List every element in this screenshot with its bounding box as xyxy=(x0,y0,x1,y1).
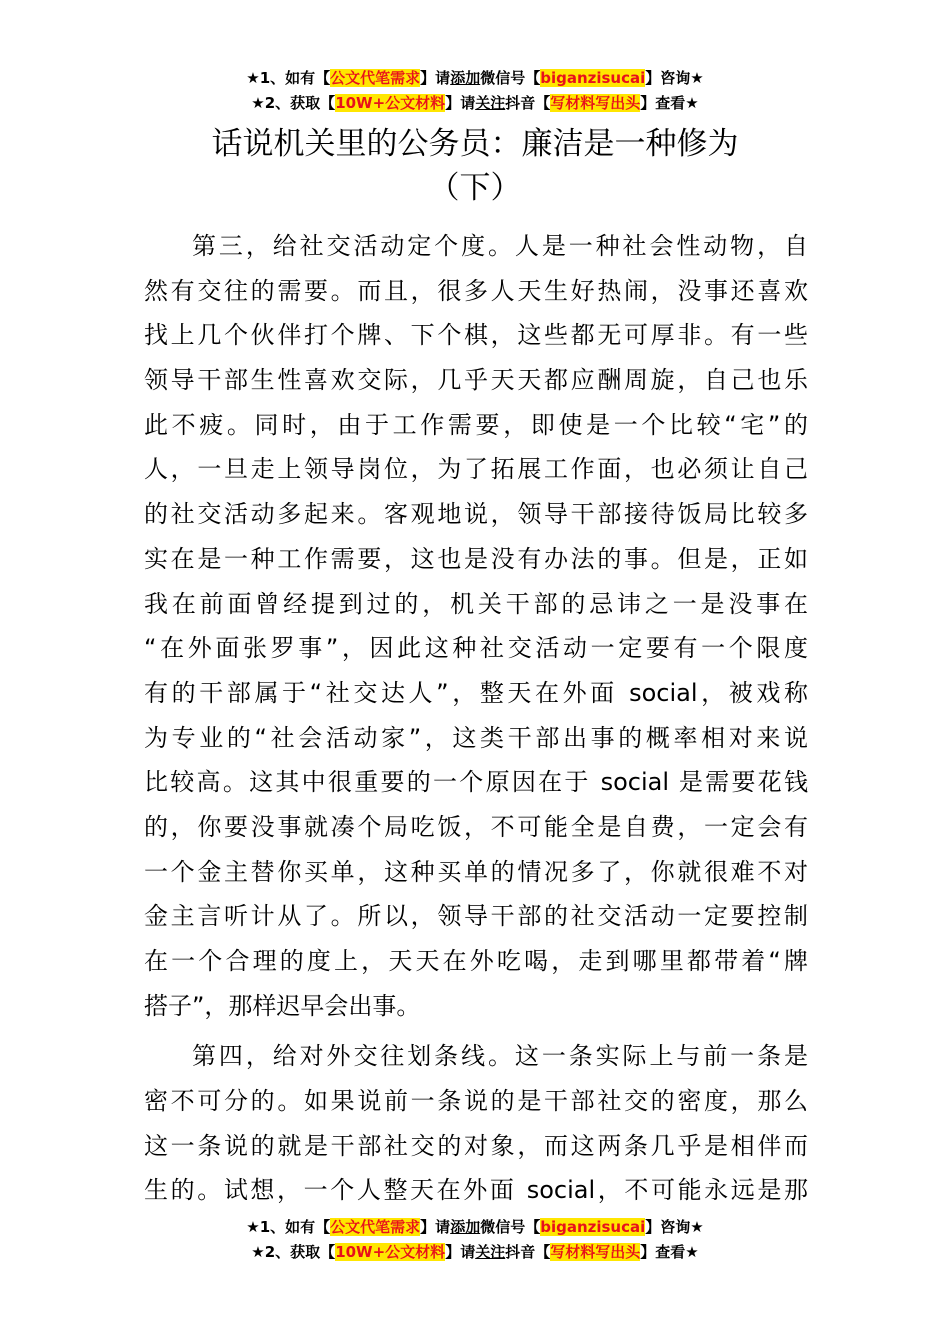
paragraph-1-line: 为专业的“社会活动家”，这类干部出事的概率相对来说 xyxy=(144,723,808,752)
promo-highlight: biganzisucai xyxy=(540,69,646,87)
promo-text: 】请 xyxy=(420,69,451,87)
document-title-suffix: （下） xyxy=(428,170,522,206)
paragraph-1-line: 有的干部属于“社交达人”，整天在外面 social，被戏称 xyxy=(144,678,808,707)
paragraph-1-line: 第三，给社交活动定个度。人是一种社会性动物，自 xyxy=(192,232,808,260)
paragraph-1-line: 然有交往的需要。而且，很多人天生好热闹，没事还喜欢 xyxy=(144,276,808,305)
promo-highlight: 写材料写出头 xyxy=(550,94,641,112)
promo-text: 抖音【 xyxy=(505,1243,551,1261)
promo-underline: 关注 xyxy=(475,1243,506,1261)
promo-text: 】查看★ xyxy=(640,94,699,112)
promo-underline: 添加 xyxy=(450,1218,481,1236)
promo-line-1 xyxy=(0,1215,950,1240)
promo-highlight: 10W+公文材料 xyxy=(335,1243,446,1261)
promo-highlight: 公文代笔需求 xyxy=(330,1218,421,1236)
paragraph-1-line: 的社交活动多起来。客观地说，领导干部接待饭局比较多 xyxy=(144,500,808,529)
promo-highlight: 10W+公文材料 xyxy=(335,94,446,112)
paragraph-1-line: 我在前面曾经提到过的，机关干部的忌讳之一是没事在 xyxy=(144,589,808,618)
paragraph-2-line: 密不可分的。如果说前一条说的是干部社交的密度，那么 xyxy=(144,1087,808,1116)
promo-underline: 关注 xyxy=(475,94,506,112)
promo-line-1 xyxy=(0,66,950,91)
promo-text: 】咨询★ xyxy=(645,1218,704,1236)
promo-highlight: 写材料写出头 xyxy=(550,1243,641,1261)
promo-text: 微信号【 xyxy=(480,1218,541,1236)
paragraph-1-line: 领导干部生性喜欢交际，几乎天天都应酬周旋，自己也乐 xyxy=(144,366,808,395)
paragraph-1-line: 此不疲。同时，由于工作需要，即使是一个比较“宅”的 xyxy=(144,410,808,439)
promo-text: 抖音【 xyxy=(505,94,551,112)
paragraph-1-line: 搭子”，那样迟早会出事。 xyxy=(144,991,421,1020)
promo-text: 】请 xyxy=(420,1218,451,1236)
document-body xyxy=(144,224,808,1213)
promo-text: 】请 xyxy=(445,1243,476,1261)
promo-highlight: 公文代笔需求 xyxy=(330,69,421,87)
promo-line-2 xyxy=(0,91,950,116)
promo-text: 】查看★ xyxy=(640,1243,699,1261)
promo-underline: 添加 xyxy=(450,69,481,87)
top-promo-banner xyxy=(0,66,950,116)
paragraph-2-line: 这一条说的就是干部社交的对象，而这两条几乎是相伴而 xyxy=(144,1131,808,1160)
paragraph-1-line: “在外面张罗事”，因此这种社交活动一定要有一个限度 xyxy=(144,634,808,663)
promo-text: 微信号【 xyxy=(480,69,541,87)
paragraph-1-line: 找上几个伙伴打个牌、下个棋，这些都无可厚非。有一些 xyxy=(144,321,808,350)
paragraph-1-line: 比较高。这其中很重要的一个原因在于 social 是需要花钱 xyxy=(144,768,808,797)
promo-text: ★2、获取【 xyxy=(251,1243,336,1261)
paragraph-2-line: 第四，给对外交往划条线。这一条实际上与前一条是 xyxy=(192,1042,808,1071)
paragraph-1-line: 的，你要没事就凑个局吃饭，不可能全是自费，一定会有 xyxy=(144,812,808,841)
paragraph-1-line: 一个金主替你买单，这种买单的情况多了，你就很难不对 xyxy=(144,857,808,886)
paragraph-1-line: 金主言听计从了。所以，领导干部的社交活动一定要控制 xyxy=(144,902,808,931)
bottom-promo-banner xyxy=(0,1215,950,1265)
promo-text: 】请 xyxy=(445,94,476,112)
paragraph-2-line: 生的。试想，一个人整天在外面 social，不可能永远是那 xyxy=(144,1176,808,1205)
promo-highlight: biganzisucai xyxy=(540,1218,646,1236)
promo-text: ★1、如有【 xyxy=(246,1218,331,1236)
promo-text: ★2、获取【 xyxy=(251,94,336,112)
document-title: 话说机关里的公务员：廉洁是一种修为 xyxy=(211,126,739,162)
promo-line-2 xyxy=(0,1240,950,1265)
paragraph-1-line: 人，一旦走上领导岗位，为了拓展工作面，也必须让自己 xyxy=(144,455,808,484)
promo-text: 】咨询★ xyxy=(645,69,704,87)
promo-text: ★1、如有【 xyxy=(246,69,331,87)
paragraph-1-line: 在一个合理的度上，天天在外吃喝，走到哪里都带着“牌 xyxy=(144,947,808,975)
paragraph-1-line: 实在是一种工作需要，这也是没有办法的事。但是，正如 xyxy=(144,544,808,573)
